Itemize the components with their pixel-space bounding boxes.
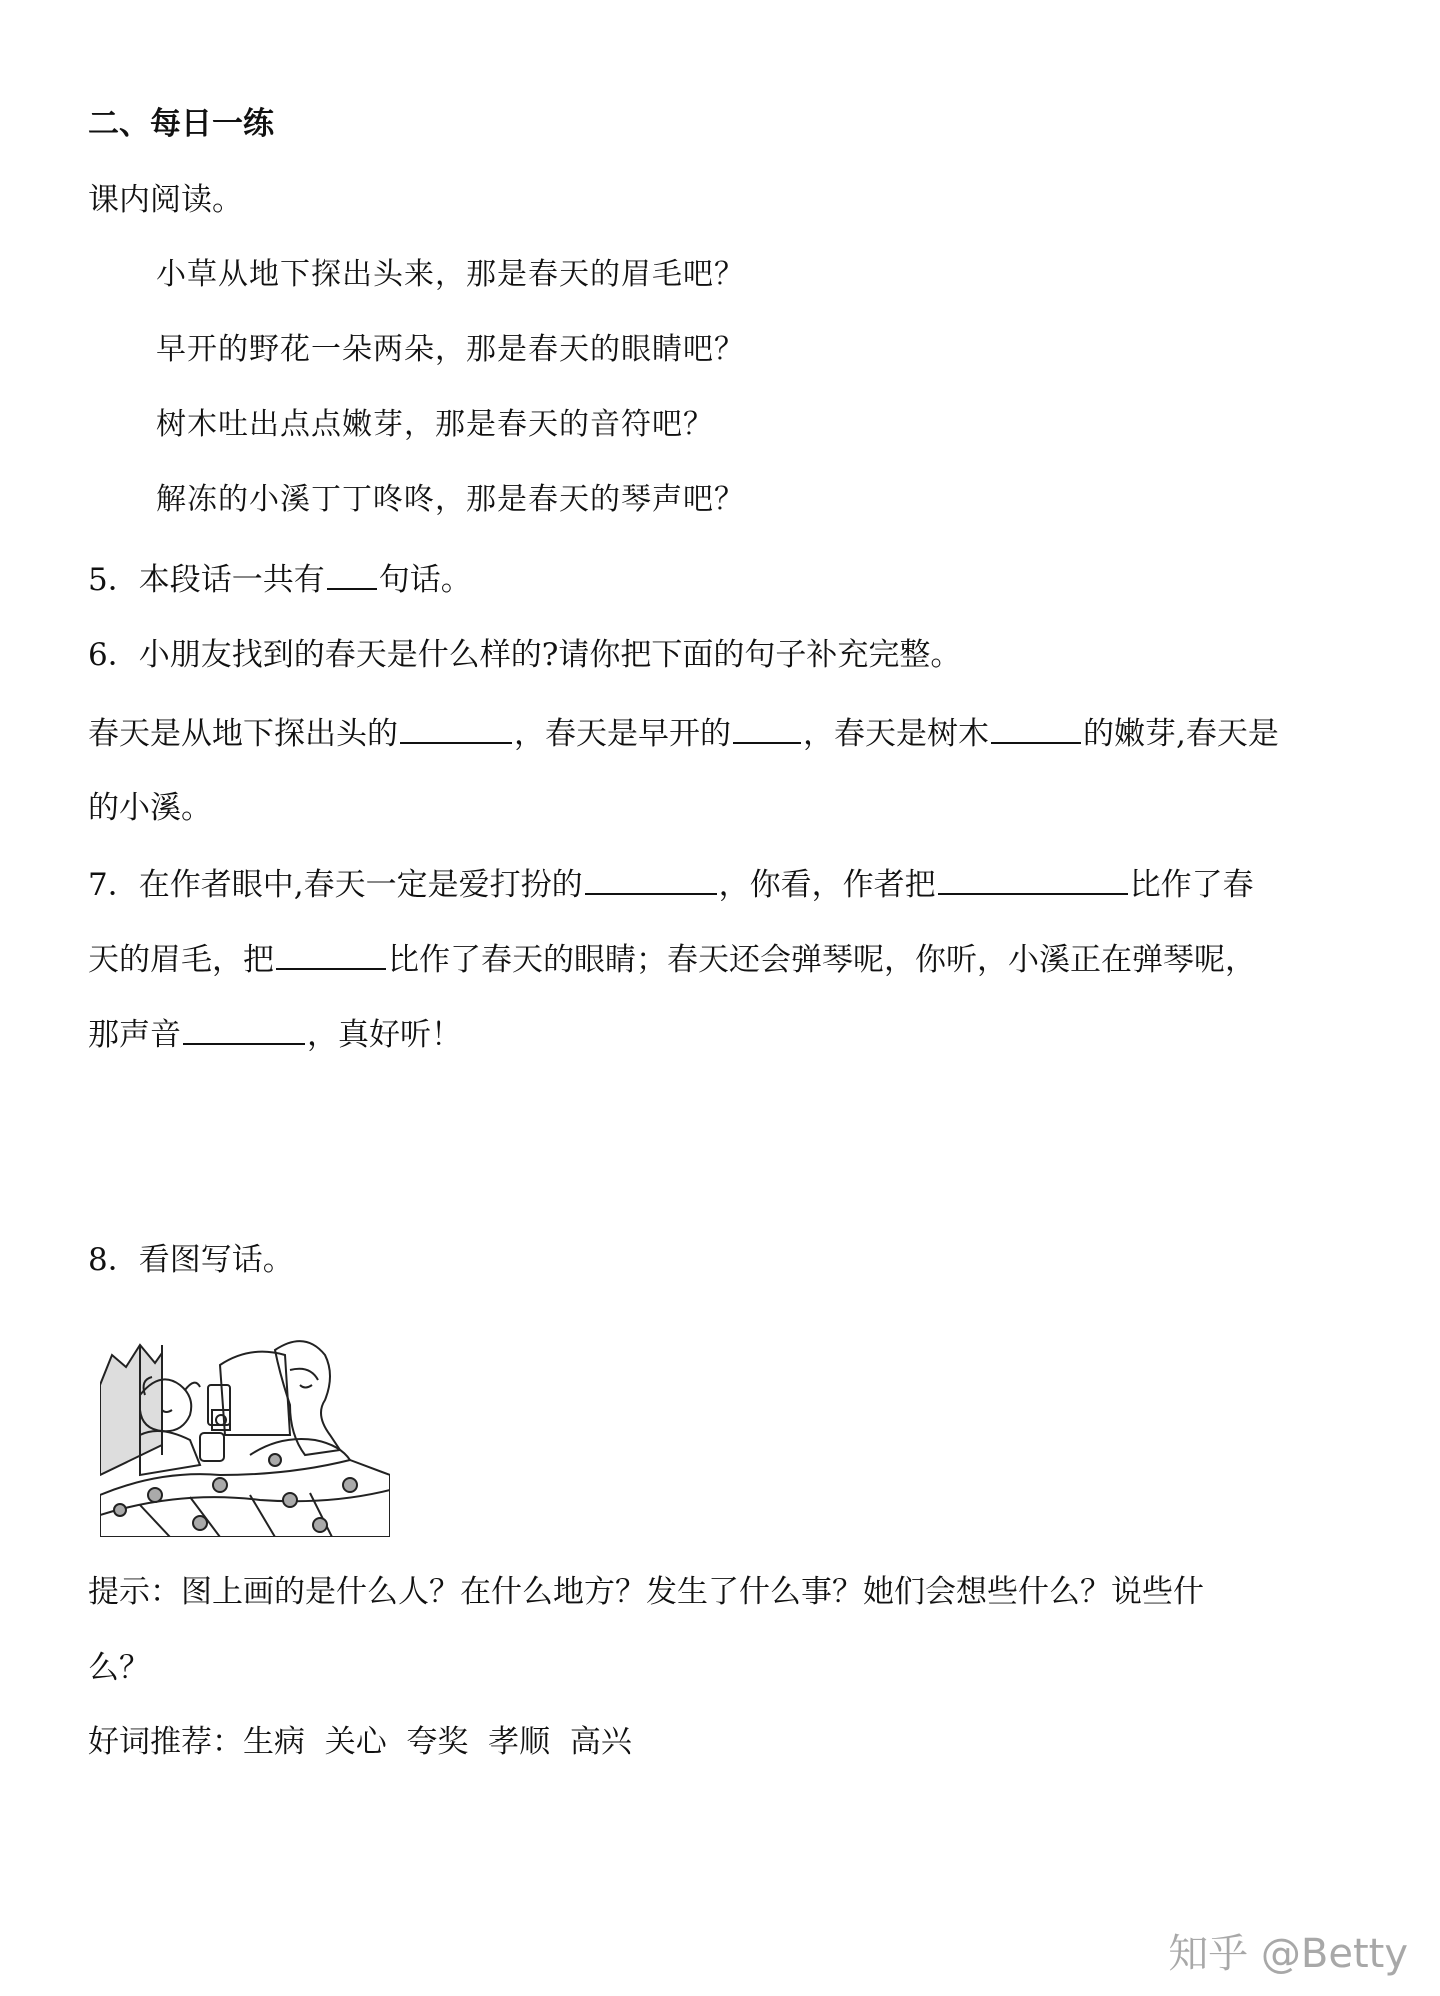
question-6-title: 6．小朋友找到的春天是什么样的?请你把下面的句子补充完整。: [88, 637, 962, 673]
answer-blank[interactable]: [991, 712, 1081, 744]
section-heading: 二、每日一练: [88, 106, 274, 142]
illustration-mother-daughter: [100, 1325, 390, 1537]
watermark: 知乎 @Betty: [1168, 1931, 1408, 1977]
recommended-words: 好词推荐：生病 关心 夸奖 孝顺 高兴: [88, 1724, 632, 1760]
answer-blank[interactable]: [276, 938, 386, 970]
question-8: 8．看图写话。: [88, 1242, 294, 1278]
answer-blank[interactable]: [585, 863, 717, 895]
writing-hint-line-1: 提示：图上画的是什么人？在什么地方？发生了什么事？她们会想些什么？说些什: [88, 1574, 1204, 1610]
question-5: 5．本段话一共有 句话。: [88, 558, 472, 600]
answer-blank[interactable]: [183, 1013, 305, 1045]
answer-blank[interactable]: [400, 712, 512, 744]
question-7-line-2: 天的眉毛，把 比作了春天的眼睛；春天还会弹琴呢，你听，小溪正在弹琴呢，: [88, 938, 1256, 980]
answer-blank[interactable]: [327, 558, 377, 590]
question-6-line-1: 春天是从地下探出头的 ，春天是早开的 ，春天是树木 的嫩芽,春天是: [88, 712, 1279, 754]
answer-blank[interactable]: [733, 712, 801, 744]
poem-line-4: 解冻的小溪丁丁咚咚，那是春天的琴声吧？: [156, 482, 745, 517]
reading-label: 课内阅读。: [88, 182, 243, 218]
answer-blank[interactable]: [938, 863, 1128, 895]
poem-line-3: 树木吐出点点嫩芽，那是春天的音符吧？: [156, 407, 714, 442]
question-7-line-1: 7．在作者眼中,春天一定是爱打扮的 ，你看，作者把 比作了春: [88, 863, 1254, 905]
writing-hint-line-2: 么？: [88, 1650, 150, 1686]
poem-line-2: 早开的野花一朵两朵，那是春天的眼睛吧？: [156, 332, 745, 367]
question-6-line-2: 的小溪。: [88, 790, 212, 826]
poem-line-1: 小草从地下探出头来，那是春天的眉毛吧？: [156, 257, 745, 292]
question-7-line-3: 那声音 ，真好听！: [88, 1013, 462, 1055]
